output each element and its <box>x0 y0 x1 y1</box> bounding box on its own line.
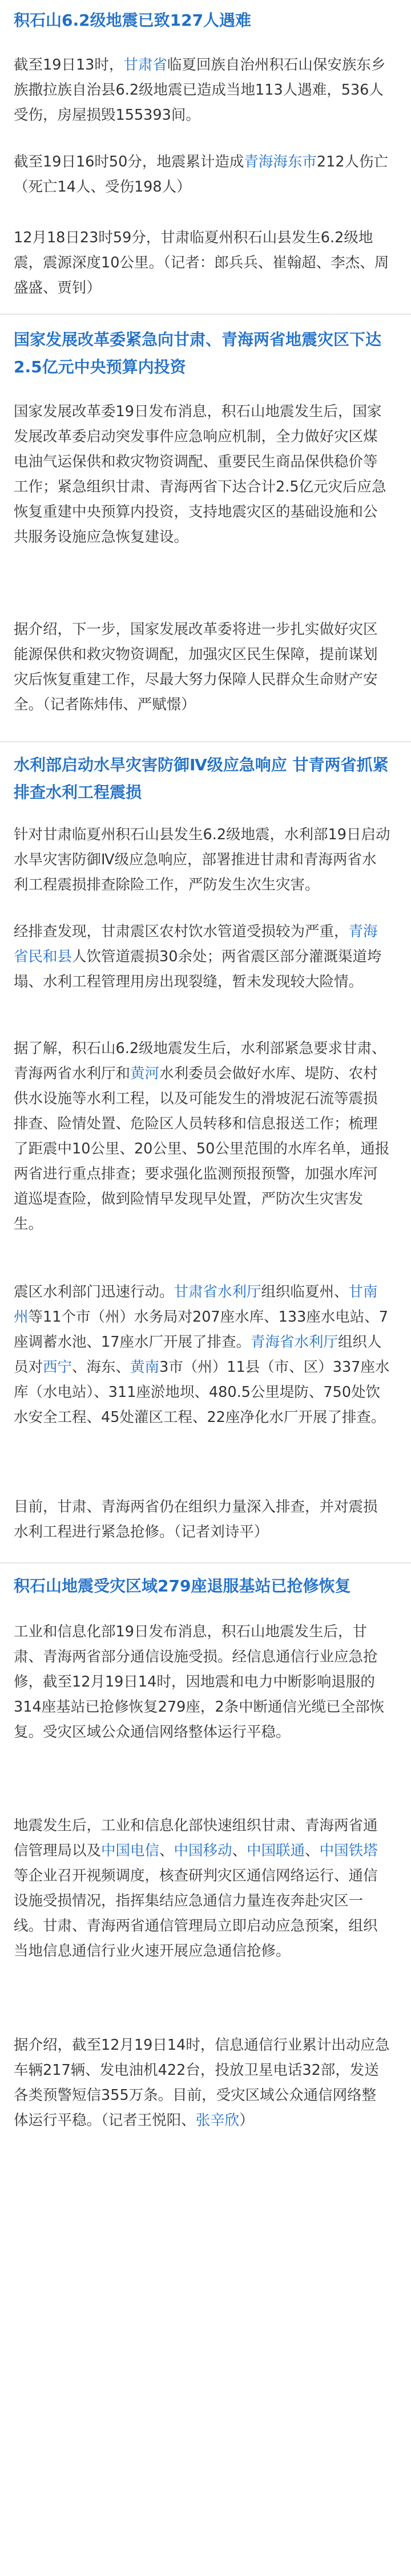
highlighted-term: 青海省水利厅 <box>250 1334 338 1351</box>
section-2-paragraph-1 <box>14 399 390 550</box>
section-4-paragraph-3 <box>14 2033 390 2133</box>
text-segment: 212人伤亡（死亡14人、受伤198人） <box>14 153 389 196</box>
text-segment: 截至19日13时， <box>14 56 124 74</box>
section-3-paragraph-3 <box>14 1036 390 1237</box>
text-segment: 国家发展改革委19日发布消息，积石山地震发生后，国家发展改革委启动突发事件应急响应机制，全力做好灾区煤电油气运保供和救灾物资调配、重要民生商品保供稳价等工作；紧急组织甘肃、青海两省下达合计2.5亿元灾后应急恢复重建中央预算内投资，支持地震灾区的基础设施和公共服务设施应急恢复建设。 <box>14 403 386 546</box>
text-segment: 临夏回族自治州积石山保安族东乡族撒拉族自治县6.2级地震已造成当地113人遇难，536人受伤，房屋损毁155393间。 <box>14 56 386 124</box>
highlighted-term: 甘肃省水利厅 <box>174 1283 261 1301</box>
section-1-paragraph-3 <box>14 225 390 300</box>
text-segment: 、海东、 <box>72 1359 131 1376</box>
text-segment: 、 <box>232 1842 247 1859</box>
section-3-paragraph-1 <box>14 822 390 897</box>
section-4-title: 积石山地震受灾区域279座退服基站已抢修恢复 <box>14 1577 351 1595</box>
section-3-paragraph-2 <box>14 919 390 994</box>
text-segment: 3市（州）11县（市、区）337座水库（水电站）、311座淤地坝、480.5公里堤防、750处饮水安全工程、45处灌区工程、22座净化水厂开展了排查。 <box>14 1359 390 1426</box>
section-3-title: 水利部启动水旱灾害防御Ⅳ级应急响应 甘青两省抓紧排查水利工程震损 <box>14 755 389 802</box>
text-segment: 12月18日23时59分，甘肃临夏州积石山县发生6.2级地震，震源深度10公里。（记者：郎兵兵、崔翰超、李杰、周盛盛、贾钊） <box>14 229 389 296</box>
highlighted-term: 甘南州 <box>14 1283 378 1326</box>
highlighted-term: 西宁 <box>43 1359 72 1376</box>
section-1-title: 积石山6.2级地震已致127人遇难 <box>14 11 252 30</box>
highlighted-term: 黄南 <box>130 1359 160 1376</box>
highlighted-term: 青海海东市 <box>244 153 317 170</box>
highlighted-term: 青海省民和县 <box>14 923 378 965</box>
highlighted-term: 张辛欣 <box>195 2112 240 2129</box>
section-2-title: 国家发展改革委紧急向甘肃、青海两省地震灾区下达2.5亿元中央预算内投资 <box>14 330 382 376</box>
text-segment: 据了解，积石山6.2级地震发生后，水利部紧急要求甘肃、青海两省水利厅和 <box>14 1040 386 1082</box>
section-3-paragraph-4 <box>14 1279 390 1430</box>
section-1-paragraph-1 <box>14 52 390 128</box>
section-divider <box>0 1562 411 1563</box>
section-1-paragraph-2 <box>14 149 390 200</box>
text-segment: 针对甘肃临夏州积石山县发生6.2级地震，水利部19日启动水旱灾害防御Ⅳ级应急响应，部署推进甘肃和青海两省水利工程震损排查除险工作，严防发生次生灾害。 <box>14 826 390 893</box>
text-segment: 、 <box>305 1842 320 1859</box>
highlighted-term: 中国移动 <box>174 1842 232 1859</box>
text-segment: 组织临夏州、 <box>261 1283 349 1301</box>
text-segment: 地震发生后，工业和信息化部快速组织甘肃、青海两省通信管理局以及 <box>14 1817 378 1859</box>
text-segment: 工业和信息化部19日发布消息，积石山地震发生后，甘肃、青海两省部分通信设施受损。经信息通信行业应急抢修，截至12月19日14时，因地震和电力中断影响退服的314座基站已抢修恢复279座，2条中断通信光缆已全部恢复。受灾区域公众通信网络整体运行平稳。 <box>14 1623 385 1741</box>
text-segment: 人饮管道震损30余处；两省震区部分灌溉渠道垮塌、水利工程管理用房出现裂缝，暂未发现较大险情。 <box>14 948 382 990</box>
text-segment: ） <box>239 2112 254 2129</box>
text-segment: 、 <box>159 1842 174 1859</box>
text-segment: 等企业召开视频调度，核查研判灾区通信网络运行、通信设施受损情况，指挥集结应急通信力量连夜奔赴灾区一线。甘肃、青海两省通信管理局立即启动应急预案，组织当地信息通信行业火速开展应急通信抢修。 <box>14 1867 378 1960</box>
text-segment: 截至19日16时50分，地震累计造成 <box>14 153 244 170</box>
text-segment: 水利委员会做好水库、堤防、农村供水设施等水利工程，以及可能发生的滑坡泥石流等震损排查、险情处置、危险区人员转移和信息报送工作；梳理了距震中10公里、20公里、50公里范围的水库名单，通报两省进行重点排查；要求强化监测预报预警，加强水库河道巡堤查险，做到险情早发现早处置，严防次生灾害发生。 <box>14 1065 390 1233</box>
text-segment: 经排查发现，甘肃震区农村饮水管道受损较为严重， <box>14 923 349 940</box>
text-segment: 目前，甘肃、青海两省仍在组织力量深入排查，并对震损水利工程进行紧急抢修。（记者刘诗平） <box>14 1498 378 1541</box>
text-segment: 据介绍，截至12月19日14时，信息通信行业累计出动应急车辆217辆、发电油机422台，投放卫星电话32部，发送各类预警短信355万条。目前，受灾区域公众通信网络整体运行平稳。（记者王悦阳、 <box>14 2037 390 2129</box>
section-4-paragraph-2 <box>14 1813 390 1964</box>
highlighted-term: 中国联通 <box>247 1842 305 1859</box>
text-segment: 组织人员对 <box>14 1334 382 1376</box>
section-3-paragraph-5 <box>14 1494 390 1545</box>
text-segment: 等11个市（州）水务局对207座水库、133座水电站、7座调蓄水池、17座水厂开展了排查。 <box>14 1309 389 1351</box>
section-4-paragraph-1 <box>14 1619 390 1745</box>
section-divider <box>0 314 411 315</box>
highlighted-term: 甘肃省 <box>123 56 167 74</box>
highlighted-term: 中国铁塔 <box>319 1842 378 1859</box>
section-2-paragraph-2 <box>14 617 390 717</box>
highlighted-term: 中国电信 <box>101 1842 160 1859</box>
text-segment: 震区水利部门迅速行动。 <box>14 1283 174 1301</box>
text-segment: 据介绍，下一步，国家发展改革委将进一步扎实做好灾区能源保供和救灾物资调配，加强灾区民生保障，提前谋划灾后恢复重建工作，尽最大努力保障人民群众生命财产安全。（记者陈炜伟、严赋憬） <box>14 621 378 713</box>
section-divider <box>0 741 411 742</box>
highlighted-term: 黄河 <box>130 1065 160 1082</box>
